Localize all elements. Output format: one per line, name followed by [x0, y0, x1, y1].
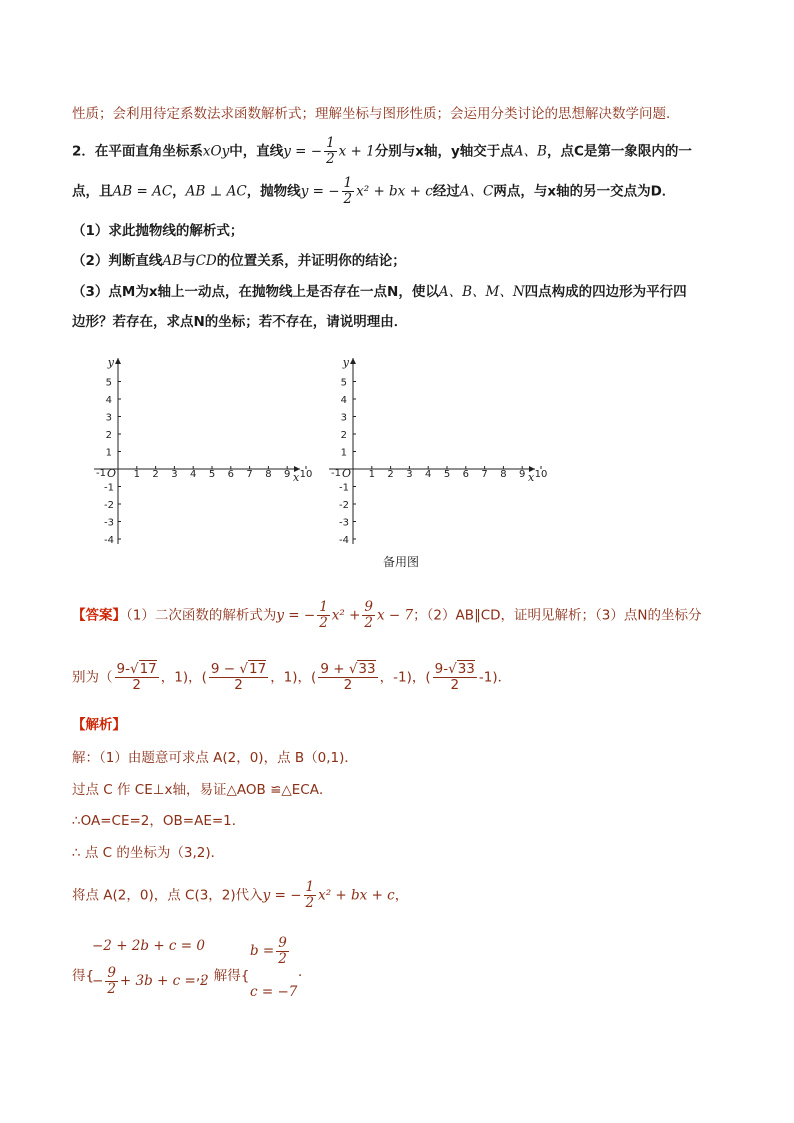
math: y = − [262, 887, 302, 904]
y-tick-label: -4 [104, 535, 114, 546]
problem-text: 点，且 [72, 183, 113, 200]
fraction: $\frac{9 - √17}{2}$ [210, 661, 267, 693]
answer-text: -1)． [478, 669, 512, 686]
x-tick-label: 8 [265, 469, 272, 480]
coordinate-grid-2 [323, 352, 548, 547]
x-axis-label: x [528, 471, 535, 484]
solve-label: ,，解得{ [196, 968, 250, 984]
x-tick-label: 10 [534, 469, 548, 480]
y-tick-label: 1 [105, 447, 112, 459]
fraction: $\frac{9-√33}{2}$ [434, 661, 475, 693]
y-axis-label: y [107, 356, 114, 369]
y-tick-label: -1 [339, 482, 349, 494]
solution-text: ， [394, 887, 409, 904]
x-tick-label: 9 [519, 469, 526, 480]
x-tick-label: 8 [500, 469, 507, 480]
fraction: $\frac{9}{2}$ [364, 599, 374, 631]
solution-end: ． [298, 964, 312, 980]
x-tick-label: 7 [246, 469, 253, 480]
math: y = − [300, 183, 340, 200]
problem-text: 两点，与x轴的另一交点为D． [493, 183, 676, 200]
x-tick-label: 1 [368, 469, 375, 480]
x-tick-label: 9 [284, 469, 291, 480]
x-tick-label: 6 [462, 469, 469, 480]
x-tick-label: 2 [152, 469, 159, 480]
origin-label: O [341, 467, 351, 480]
system-label: 得{ [72, 968, 95, 984]
problem-text: （2）判断直线 [72, 253, 163, 269]
fraction: $\frac{1}{2}$ [343, 175, 353, 207]
x-tick-label: 10 [299, 469, 313, 480]
y-tick-label: 3 [105, 412, 112, 424]
math: A、B、M、N [438, 284, 525, 300]
system-eq-1: −2 + 2b + c = 0 [92, 938, 205, 954]
y-tick-label: -3 [339, 517, 349, 529]
result-b: b = $\frac{9}{2}$ [250, 935, 287, 967]
problem-line-2 [72, 176, 675, 207]
x-tick-label: 2 [387, 469, 394, 480]
math: AB ⊥ AC [185, 183, 247, 200]
math: A、C [459, 183, 494, 200]
y-tick-label: -1 [104, 482, 114, 494]
math: y = − [283, 143, 323, 160]
problem-text: 分别与x轴，y轴交于点 [374, 143, 514, 160]
y-tick-label: 5 [105, 377, 112, 389]
coord-system: xOy [202, 143, 230, 160]
y-tick-label: 3 [340, 412, 347, 424]
y-tick-label: -3 [104, 517, 114, 529]
answer-tag: 【答案】 [72, 607, 126, 624]
math: CD [195, 253, 217, 269]
fraction: $\frac{9}{2}$ [278, 935, 287, 967]
intro-line: 性质；会利用待定系数法求函数解析式；理解坐标与图形性质；会运用分类讨论的思想解决数学问题． [72, 106, 680, 122]
x-tick-label: 4 [190, 469, 197, 480]
problem-text: 与 [182, 253, 196, 269]
y-axis-arrow [350, 358, 356, 364]
solution-line-1: 解：（1）由题意可求点 A(2，0)，点 B（0,1)． [72, 750, 358, 766]
answer-text: （1）二次函数的解析式为 [126, 607, 277, 624]
y-tick-label: -2 [104, 500, 114, 511]
answer-text: ；（2）AB∥CD，证明见解析；（3）点N的坐标分 [413, 607, 702, 624]
y-tick-label: 1 [340, 447, 347, 459]
y-tick-label: -2 [339, 500, 349, 511]
system-eq-2: − $\frac{9}{2}$ + 3b + c = 2 [92, 965, 209, 997]
x-tick-label: -1 [331, 468, 341, 479]
x-tick-label: 3 [171, 469, 178, 480]
math: y = − [276, 607, 316, 624]
x-tick-label: 7 [481, 469, 488, 480]
fraction: $\frac{9-√17}{2}$ [116, 661, 157, 693]
solution-text: 将点 A(2，0)，点 C(3，2)代入 [72, 887, 263, 904]
math: A、B [513, 143, 547, 160]
y-tick-label: 2 [105, 430, 112, 441]
solution-line-4: ∴ 点 C 的坐标为（3,2)． [72, 845, 225, 861]
problem-text: 在平面直角坐标系 [94, 143, 203, 160]
y-tick-label: 4 [340, 395, 347, 406]
sub-question-2 [72, 249, 406, 269]
y-tick-label: 4 [105, 395, 112, 406]
answer-text: ，-1)，( [379, 669, 431, 686]
result-c: c = −7 [250, 984, 298, 1000]
fraction: $\frac{1}{2}$ [319, 599, 328, 631]
answer-text: ，1)，( [270, 669, 317, 686]
problem-number: 2． [72, 143, 95, 160]
y-tick-label: -4 [339, 535, 349, 546]
x-tick-label: 5 [443, 469, 451, 480]
y-tick-label: 5 [340, 377, 347, 389]
x-tick-label: 6 [227, 469, 234, 480]
answer-text: 别为（ [72, 669, 113, 686]
fraction: $\frac{9}{2}$ [107, 965, 116, 997]
x-tick-label: 4 [425, 469, 432, 480]
problem-text: 中，直线 [229, 143, 284, 160]
answer-line-1 [72, 600, 701, 631]
x-axis-label: x [293, 471, 300, 484]
coordinate-grid-1 [88, 352, 313, 547]
problem-text: 经过 [432, 183, 460, 200]
x-tick-label: 5 [208, 469, 216, 480]
sub-question-1: （1）求此抛物线的解析式； [72, 223, 244, 239]
math: x + 1 [338, 143, 375, 160]
math: x² + bx + c [356, 183, 433, 200]
x-tick-label: 1 [133, 469, 140, 480]
x-tick-label: -1 [96, 468, 106, 479]
math: AB = AC [112, 183, 173, 200]
fraction: $\frac{9 + √33}{2}$ [320, 661, 376, 693]
fraction: $\frac{1}{2}$ [326, 135, 335, 167]
math: x² + bx + c [318, 887, 395, 904]
math: x − 7 [377, 607, 414, 624]
problem-text: ， [172, 183, 186, 200]
y-axis-label: y [342, 356, 349, 369]
sub-question-3 [72, 280, 687, 300]
spare-figure-caption: 备用图 [383, 555, 420, 569]
solution-tag: 【解析】 [72, 717, 126, 733]
solution-line-5 [72, 880, 408, 911]
problem-text: （3）点M为x轴上一动点，在抛物线上是否存在一点N，使以 [72, 284, 439, 300]
problem-text: 的位置关系，并证明你的结论； [216, 253, 406, 269]
solution-line-3: ∴OA=CE=2，OB=AE=1． [72, 813, 246, 829]
math: + 3b + c = 2 [119, 973, 209, 989]
origin-label: O [106, 467, 116, 480]
sub-question-3-cont: 边形？若存在，求点N的坐标；若不存在，请说明理由． [72, 314, 408, 330]
y-axis-arrow [115, 358, 121, 364]
problem-line-1 [72, 136, 692, 167]
problem-text: ，点C是第一象限内的一 [546, 143, 692, 160]
answer-text: ，1)，( [160, 669, 207, 686]
solution-line-2: 过点 C 作 CE⊥x轴，易证△AOB ≌△ECA． [72, 782, 333, 798]
problem-text: ，抛物线 [246, 183, 301, 200]
x-tick-label: 3 [406, 469, 413, 480]
y-tick-label: 2 [340, 430, 347, 441]
math: AB [162, 253, 183, 269]
fraction: $\frac{1}{2}$ [305, 879, 315, 911]
problem-text: 四点构成的四边形为平行四 [524, 284, 687, 300]
math: x² + [331, 607, 361, 624]
answer-line-2 [72, 662, 511, 693]
